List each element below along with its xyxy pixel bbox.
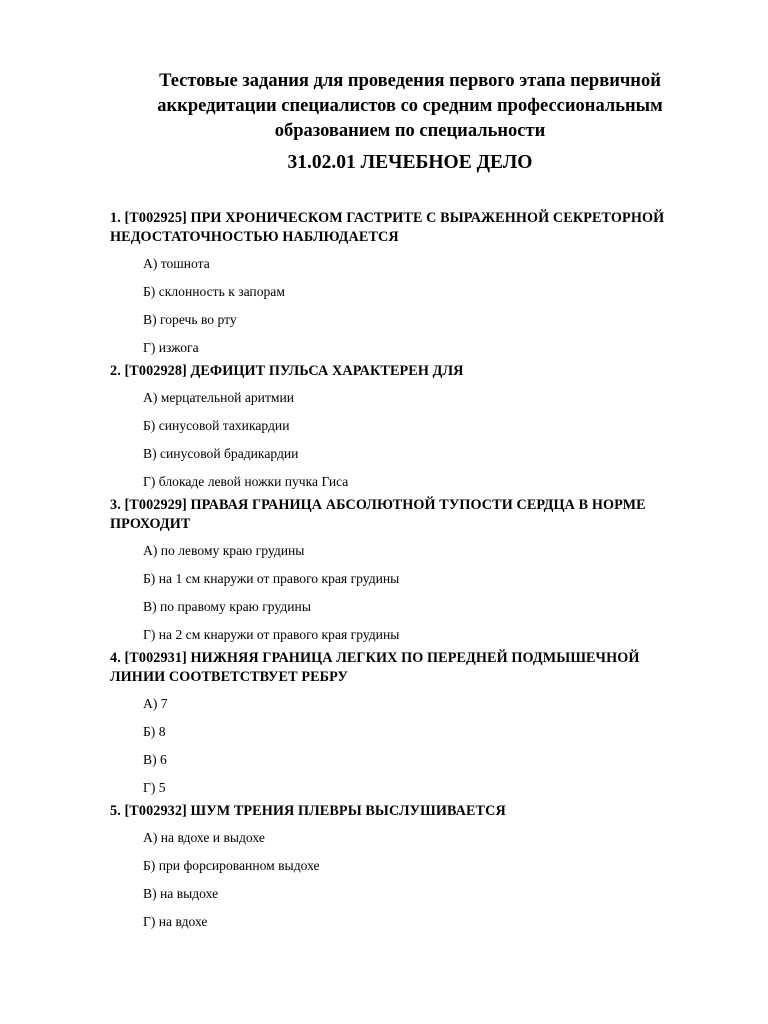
- question-list: [110, 209, 730, 936]
- answer-option: А) тошнота: [143, 256, 210, 271]
- answer-option: Б) склонность к запорам: [143, 284, 285, 299]
- question-text-line: 2. [T002928] ДЕФИЦИТ ПУЛЬСА ХАРАКТЕРЕН ДЛЯ: [110, 363, 464, 379]
- question-text-line: ЛИНИИ СООТВЕТСТВУЕТ РЕБРУ: [110, 669, 349, 685]
- question-item: [110, 496, 730, 649]
- answer-list: [110, 690, 730, 802]
- answer-option: А) на вдохе и выдохе: [143, 830, 265, 845]
- answer-option: Б) синусовой тахикардии: [143, 418, 290, 433]
- question-text: [110, 496, 730, 534]
- answer-option: А) мерцательной аритмии: [143, 390, 295, 405]
- title-line: Тестовые задания для проведения первого этапа первичной: [159, 71, 661, 91]
- answer-option: Б) 8: [143, 724, 166, 739]
- answer-option: Г) изжога: [143, 340, 199, 355]
- title-line: образованием по специальности: [274, 121, 546, 141]
- specialty-heading: 31.02.01 ЛЕЧЕБНОЕ ДЕЛО: [287, 152, 533, 173]
- answer-option: А) 7: [143, 696, 168, 711]
- answer-option: Г) блокаде левой ножки пучка Гиса: [143, 474, 349, 489]
- answer-option: В) синусовой брадикардии: [143, 446, 299, 461]
- question-item: [110, 649, 730, 802]
- title-line: аккредитации специалистов со средним профессиональным: [157, 96, 663, 116]
- answer-list: [110, 537, 730, 649]
- answer-list: [110, 250, 730, 362]
- question-text: [110, 362, 730, 381]
- question-text: [110, 209, 730, 247]
- question-text-line: ПРОХОДИТ: [110, 516, 191, 532]
- answer-option: А) по левому краю грудины: [143, 543, 305, 558]
- answer-option: В) 6: [143, 752, 167, 767]
- question-item: [110, 802, 730, 936]
- answer-option: В) на выдохе: [143, 886, 219, 901]
- question-item: [110, 209, 730, 362]
- answer-option: Г) на вдохе: [143, 914, 208, 929]
- question-text-line: 3. [T002929] ПРАВАЯ ГРАНИЦА АБСОЛЮТНОЙ ТУПОСТИ СЕРДЦА В НОРМЕ: [110, 497, 646, 513]
- question-text-line: НЕДОСТАТОЧНОСТЬЮ НАБЛЮДАЕТСЯ: [110, 229, 399, 245]
- answer-option: Б) при форсированном выдохе: [143, 858, 320, 873]
- question-text: [110, 802, 730, 821]
- question-item: [110, 362, 730, 496]
- answer-option: Б) на 1 см кнаружи от правого края грудины: [143, 571, 400, 586]
- answer-option: Г) на 2 см кнаружи от правого края грудины: [143, 627, 400, 642]
- answer-list: [110, 824, 730, 936]
- answer-list: [110, 384, 730, 496]
- answer-option: Г) 5: [143, 780, 166, 795]
- question-text-line: 5. [T002932] ШУМ ТРЕНИЯ ПЛЕВРЫ ВЫСЛУШИВАЕТСЯ: [110, 803, 506, 819]
- question-text-line: 4. [T002931] НИЖНЯЯ ГРАНИЦА ЛЕГКИХ ПО ПЕРЕДНЕЙ ПОДМЫШЕЧНОЙ: [110, 650, 640, 666]
- question-text-line: 1. [T002925] ПРИ ХРОНИЧЕСКОМ ГАСТРИТЕ С ВЫРАЖЕННОЙ СЕКРЕТОРНОЙ: [110, 210, 665, 226]
- answer-option: В) горечь во рту: [143, 312, 237, 327]
- question-text: [110, 649, 730, 687]
- document-title: [100, 69, 720, 144]
- answer-option: В) по правому краю грудины: [143, 599, 311, 614]
